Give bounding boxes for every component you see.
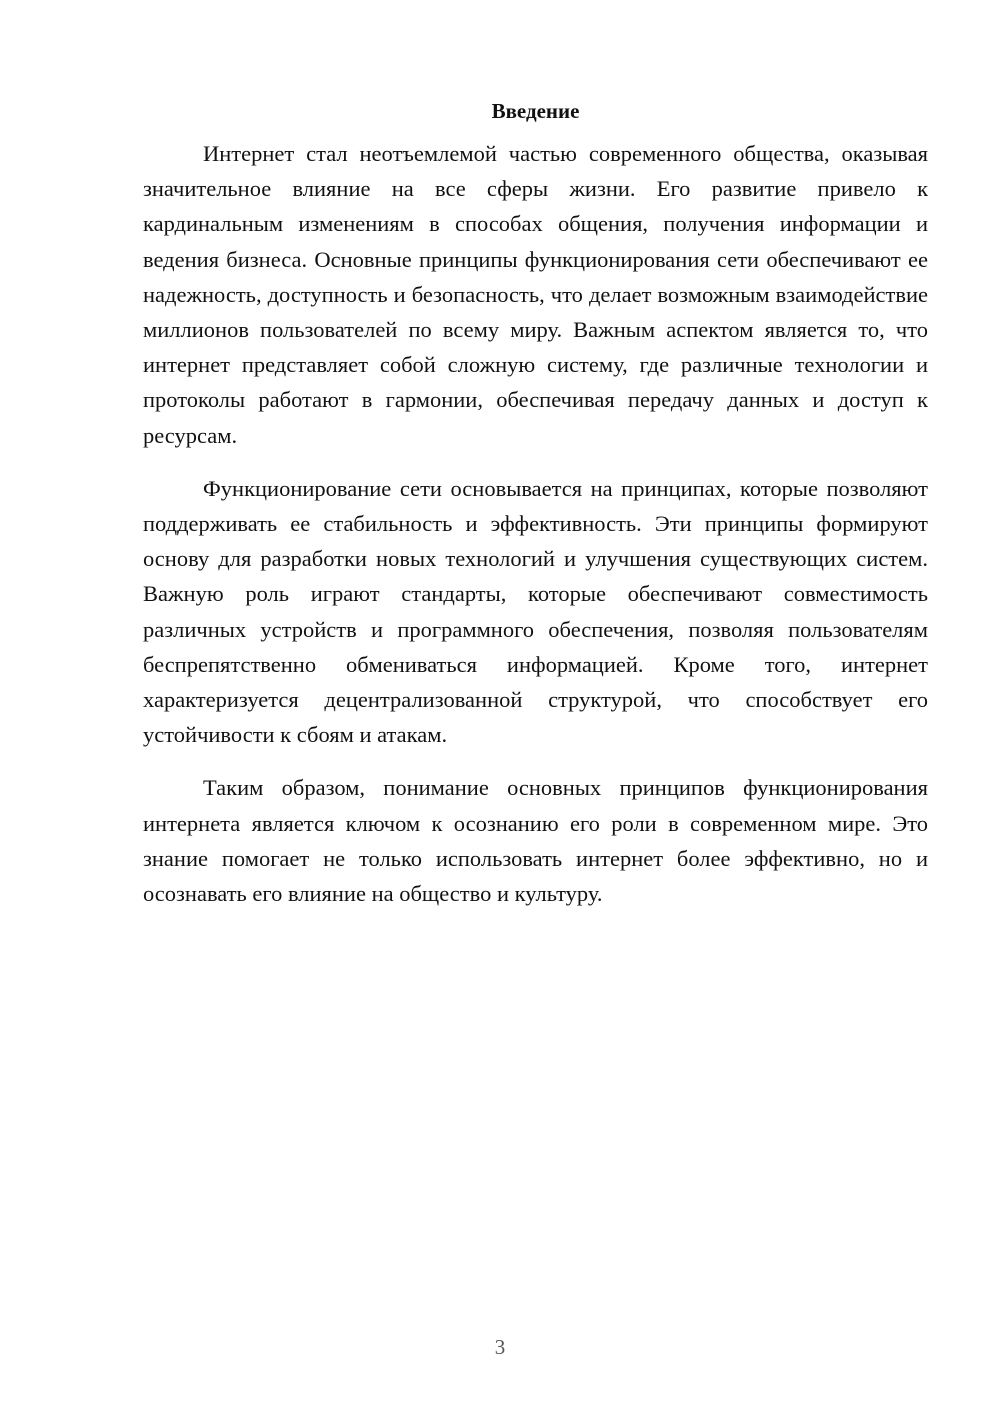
page-content [143,96,928,929]
paragraph-1: Интернет стал неотъемлемой частью современного общества, оказывая значительное влияние на все сферы жизни. Его развитие привело к кардинальным изменениям в способах общения, получения информации и ведения бизнеса. Основные принципы функционирования сети обеспечивают ее надежность, доступность и безопасность, что делает возможным взаимодействие миллионов пользователей по всему миру. Важным аспектом является то, что интернет представляет собой сложную систему, где различные технологии и протоколы работают в гармонии, обеспечивая передачу данных и доступ к ресурсам. [143,141,928,448]
section-title: Введение [491,99,580,123]
paragraph-3: Таким образом, понимание основных принципов функционирования интернета является ключом к осознанию его роли в современном мире. Это знание помогает не только использовать интернет более эффективно, но и осознавать его влияние на общество и культуру. [143,775,928,907]
paragraph-2: Функционирование сети основывается на принципах, которые позволяют поддерживать ее стабильность и эффективность. Эти принципы формируют основу для разработки новых технологий и улучшения существующих систем. Важную роль играют стандарты, которые обеспечивают совместимость различных устройств и программного обеспечения, позволяя пользователям беспрепятственно обмениваться информацией. Кроме того, интернет характеризуется децентрализованной структурой, что способствует его устойчивости к сбоям и атакам. [143,475,928,748]
page-number: 3 [494,1335,506,1359]
